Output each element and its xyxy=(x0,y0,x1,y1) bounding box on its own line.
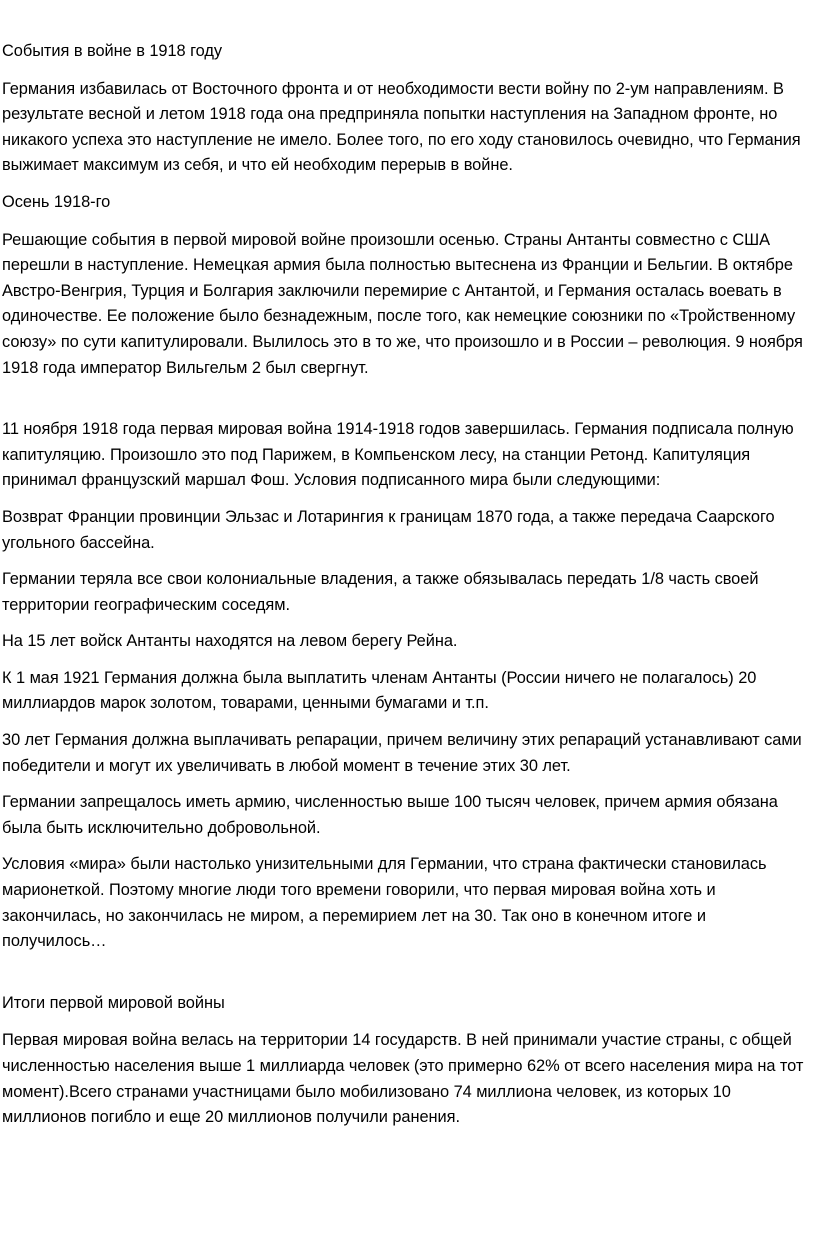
paragraph-war-results: Первая мировая война велась на территории 14 государств. В ней принимали участие страны, с общей численностью населения выше 1 миллиарда человек (это примерно 62% от всего населения мира на тот момент).Всего странами участницами было мобилизовано 74 миллиона человек, из которых 10 миллионов погибло и еще 20 миллионов получили ранения. xyxy=(2,1031,804,1127)
paragraph-condition-colonies: Германии теряла все свои колониальные владения, а также обязывалась передать 1/8 часть своей территории географическим соседям. xyxy=(2,570,759,614)
paragraph-decisive-events: Решающие события в первой мировой войне произошли осенью. Страны Антанты совместно с США перешли в наступление. Немецкая армия была полностью вытеснена из Франции и Бельгии. В октябре Австро-Венгрия, Турция и Болгария заключили перемирие с Антантой, и Германия осталась воевать в одиночестве. Ее положение было безнадежным, после того, как немецкие союзники по «Тройственному союзу» по сути капитулировали. Вылилось это в то же, что произошло и в России – революция. 9 ноября 1918 года император Вильгельм 2 был свергнут. xyxy=(2,230,803,377)
paragraph-condition-rhine: На 15 лет войск Антанты находятся на левом берегу Рейна. xyxy=(2,632,458,651)
heading-war-results: Итоги первой мировой войны xyxy=(2,993,225,1012)
paragraph-humiliating-peace: Условия «мира» были настолько унизительными для Германии, что страна фактически становилась марионеткой. Поэтому многие люди того времени говорили, что первая мировая война хоть и закончилась, но закончилась не миром, а перемирием лет на 30. Так оно в конечном итоге и получилось… xyxy=(2,855,767,951)
paragraph-condition-reparations: 30 лет Германия должна выплачивать репарации, причем величину этих репараций устанавливают сами победители и могут их увеличивать в любой момент в течение этих 30 лет. xyxy=(2,731,802,775)
heading-autumn-1918: Осень 1918-го xyxy=(2,192,111,211)
paragraph-armistice: 11 ноября 1918 года первая мировая война 1914-1918 годов завершилась. Германия подписала полную капитуляцию. Произошло это под Парижем, в Компьенском лесу, на станции Ретонд. Капитуляция принимал французский маршал Фош. Условия подписанного мира были следующими: xyxy=(2,420,794,490)
paragraph-germany-east-front: Германия избавилась от Восточного фронта и от необходимости вести войну по 2-ум направлениям. В результате весной и летом 1918 года она предприняла попытки наступления на Западном фронте, но никакого успеха это наступление не имело. Более того, по его ходу становилось очевидно, что Германия выжимает максимум из себя, и что ей необходим перерыв в войне. xyxy=(2,79,801,175)
paragraph-condition-army: Германии запрещалось иметь армию, численностью выше 100 тысяч человек, причем армия обязана была быть исключительно добровольной. xyxy=(2,793,778,837)
paragraph-condition-payment: К 1 мая 1921 Германия должна была выплатить членам Антанты (России ничего не полагалось) 20 миллиардов марок золотом, товарами, ценными бумагами и т.п. xyxy=(2,668,757,713)
paragraph-condition-alsace: Возврат Франции провинции Эльзас и Лотарингия к границам 1870 года, а также передача Саарского угольного бассейна. xyxy=(2,507,775,552)
heading-events-1918: События в войне в 1918 году xyxy=(2,42,223,60)
